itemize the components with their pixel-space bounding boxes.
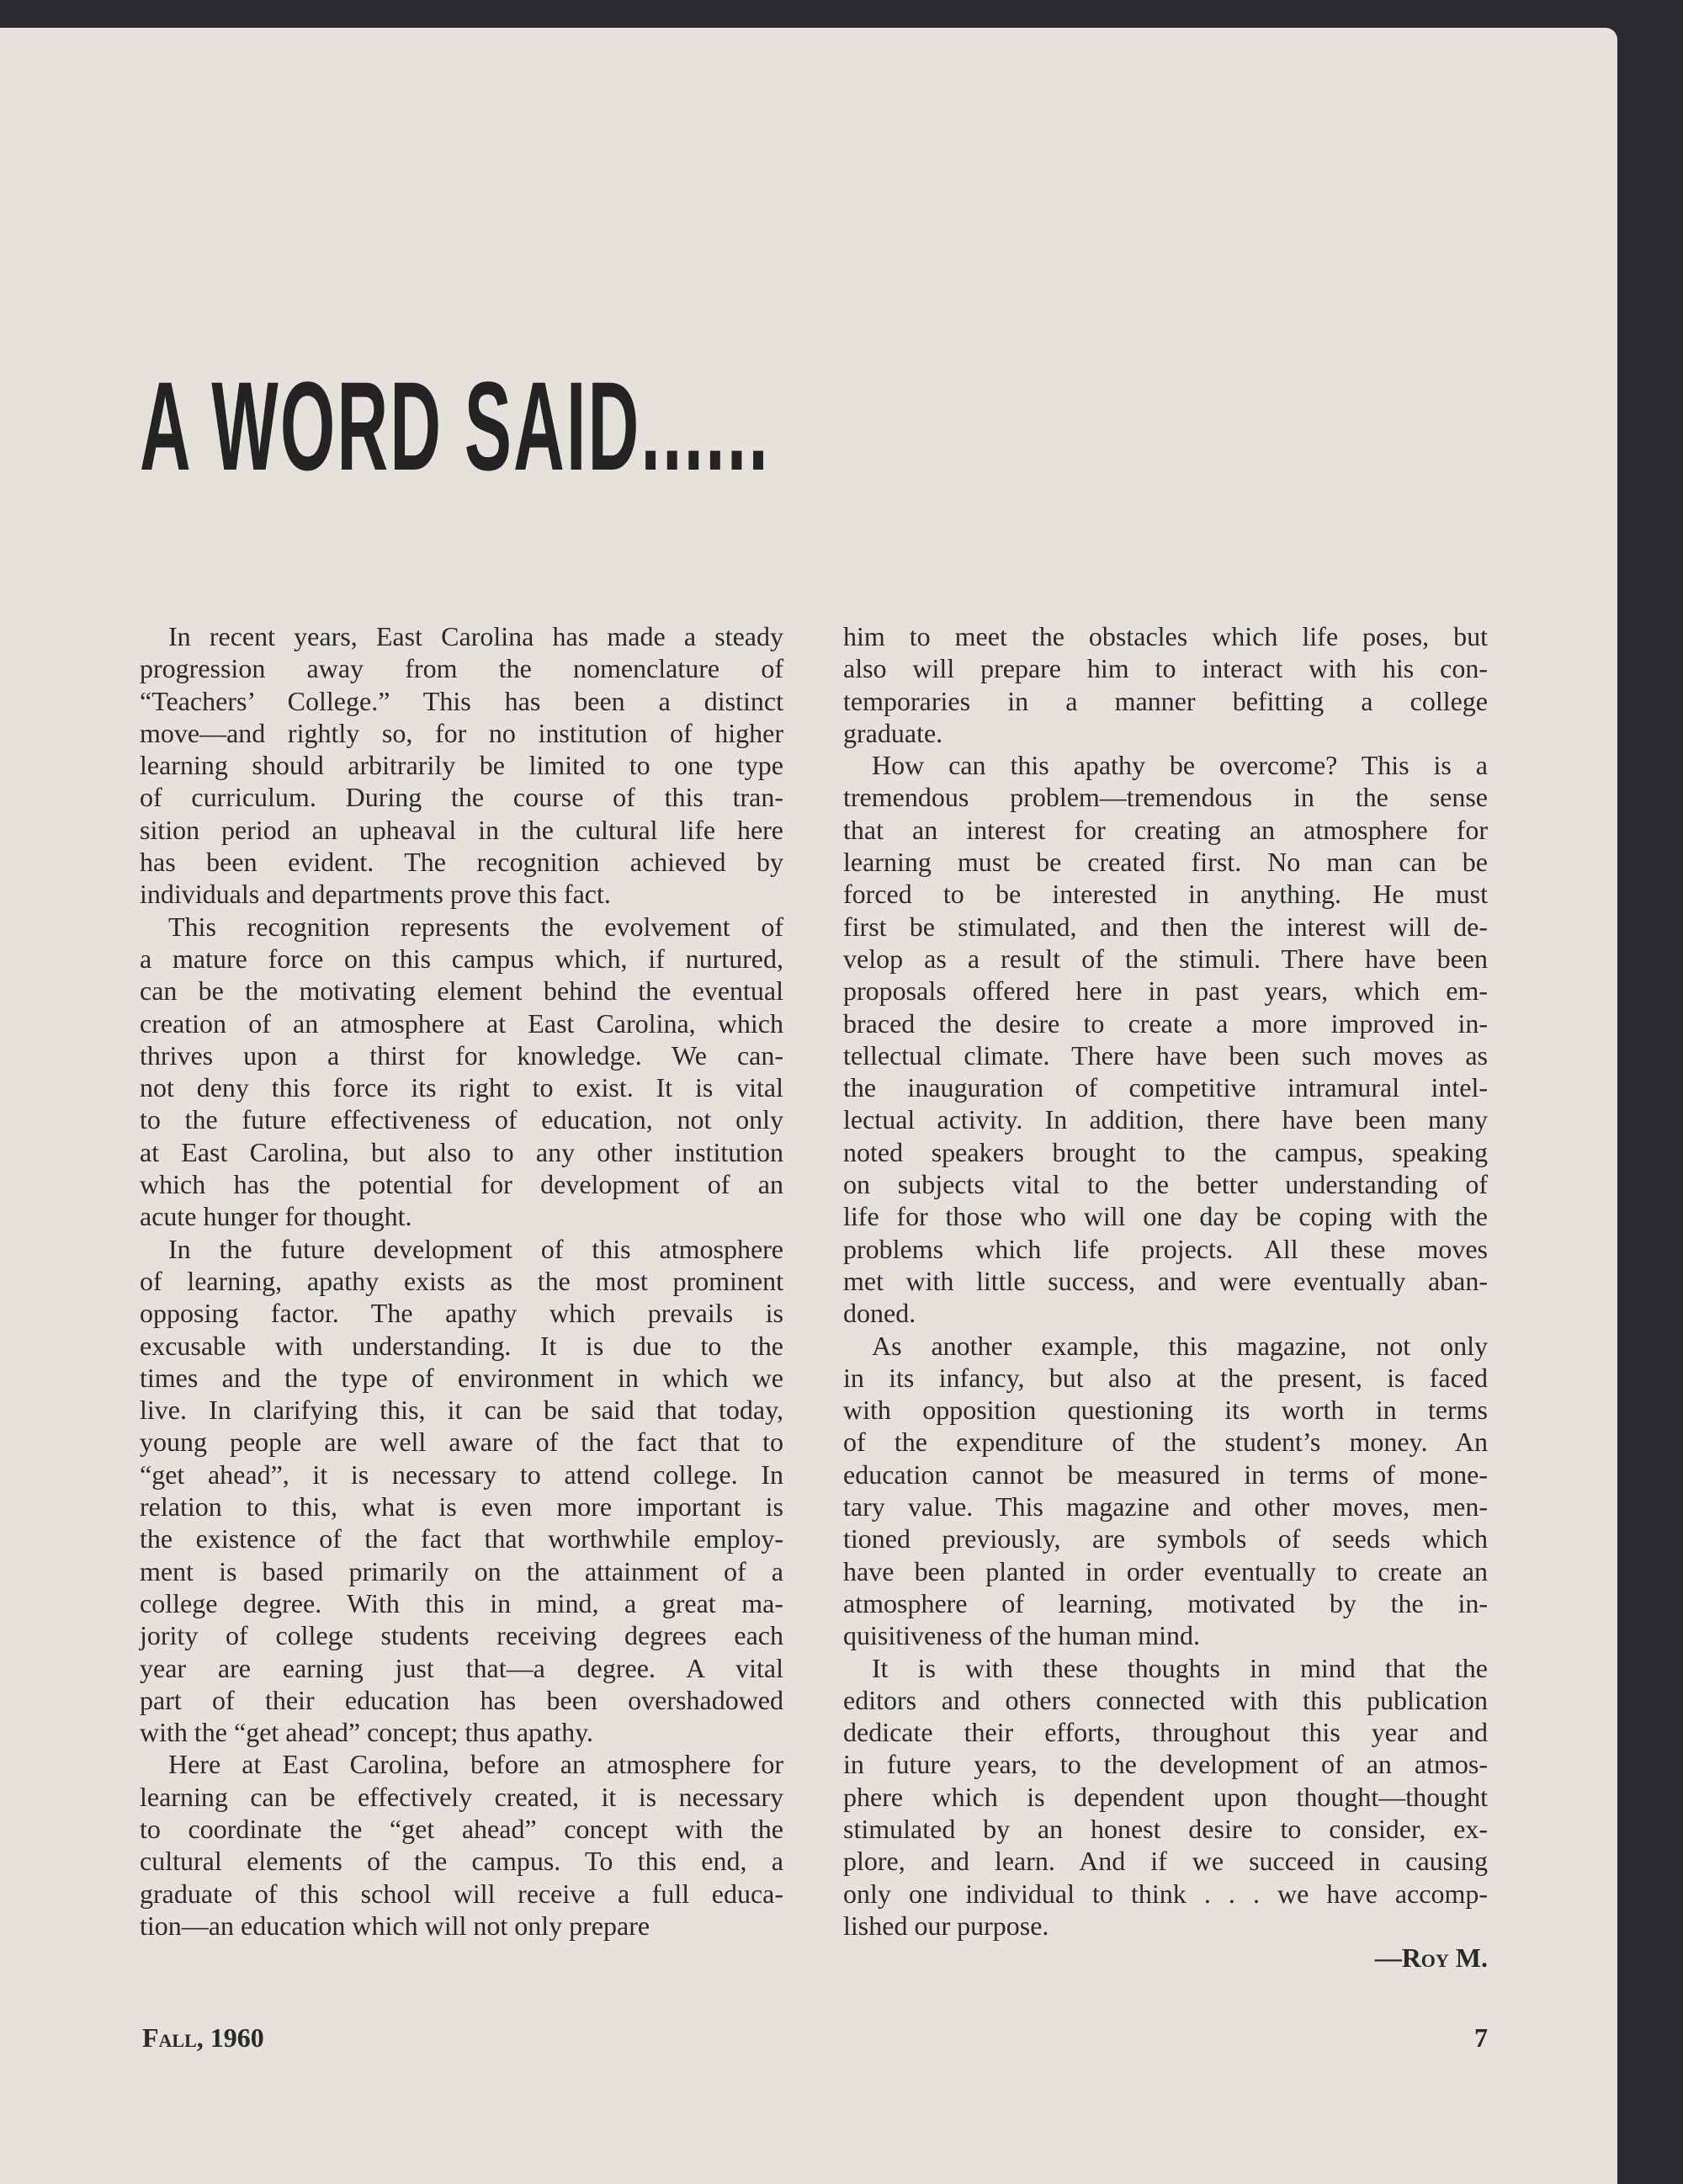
text-line: jority of college students receiving degrees each — [140, 1620, 783, 1651]
text-line: doned. — [843, 1298, 916, 1329]
text-line: with opposition questioning its worth in terms — [843, 1395, 1488, 1426]
page-number: 7 — [1474, 2022, 1488, 2053]
text-line: ment is based primarily on the attainment of a — [140, 1555, 783, 1586]
text-line: stimulated by an honest desire to consider, ex- — [843, 1813, 1488, 1844]
text-line: editors and others connected with this publication — [843, 1684, 1488, 1715]
text-line: to the future effectiveness of education, not only — [140, 1104, 783, 1135]
text-line: lectual activity. In addition, there have been many — [843, 1104, 1488, 1135]
paragraph — [140, 1748, 783, 1942]
text-line: lished our purpose. — [843, 1910, 1049, 1941]
text-line: not deny this force its right to exist. It is vital — [140, 1072, 783, 1103]
author-signature: —Roy M. — [1374, 1942, 1488, 1974]
text-line: creation of an atmosphere at East Carolina, which — [140, 1007, 783, 1039]
text-line: dedicate their efforts, throughout this year and — [843, 1717, 1488, 1748]
text-line: As another example, this magazine, not only — [872, 1330, 1488, 1361]
paragraph — [843, 749, 1488, 1329]
text-line: relation to this, what is even more important is — [140, 1491, 783, 1522]
text-line: plore, and learn. And if we succeed in causing — [843, 1846, 1488, 1877]
text-line: college degree. With this in mind, a great ma- — [140, 1587, 783, 1618]
text-line: of the expenditure of the student’s money. An — [843, 1427, 1488, 1458]
text-line: with the “get ahead” concept; thus apathy. — [140, 1717, 594, 1748]
text-line: tary value. This magazine and other moves, men- — [843, 1491, 1488, 1522]
text-line: first be stimulated, and then the interest will de- — [843, 911, 1488, 942]
text-line: braced the desire to create a more improved in- — [843, 1007, 1488, 1039]
paragraph — [843, 1330, 1488, 1652]
text-line: times and the type of environment in which we — [140, 1362, 783, 1393]
text-line: learning should arbitrarily be limited to one type — [140, 750, 783, 781]
text-line: proposals offered here in past years, which em- — [843, 975, 1488, 1007]
text-line: tion—an education which will not only prepare — [140, 1910, 650, 1941]
text-line: quisitiveness of the human mind. — [843, 1620, 1200, 1651]
text-line: progression away from the nomenclature of — [140, 653, 783, 684]
text-line: to coordinate the “get ahead” concept with the — [140, 1813, 783, 1844]
text-line: “get ahead”, it is necessary to attend college. In — [140, 1459, 783, 1490]
text-line: can be the motivating element behind the eventual — [140, 975, 783, 1007]
text-line: Here at East Carolina, before an atmosphere for — [168, 1749, 783, 1780]
text-line: that an interest for creating an atmosphere for — [843, 814, 1488, 845]
text-line: learning must be created first. No man can be — [843, 847, 1488, 878]
left-column — [140, 620, 783, 1942]
text-line: individuals and departments prove this fact. — [140, 879, 611, 910]
issue-date: Fall, 1960 — [142, 2022, 264, 2053]
text-line: tellectual climate. There have been such moves as — [843, 1039, 1488, 1071]
text-line: move—and rightly so, for no institution of higher — [140, 717, 783, 748]
text-line: young people are well aware of the fact that to — [140, 1427, 783, 1458]
text-line: temporaries in a manner befitting a college — [843, 685, 1488, 716]
paragraph — [140, 1233, 783, 1749]
text-line: acute hunger for thought. — [140, 1201, 412, 1232]
text-line: graduate of this school will receive a full educa- — [140, 1878, 783, 1909]
text-line: cultural elements of the campus. To this end, a — [140, 1846, 783, 1877]
text-line: It is with these thoughts in mind that the — [872, 1652, 1488, 1683]
text-line: forced to be interested in anything. He must — [843, 879, 1488, 910]
text-line: How can this apathy be overcome? This is a — [872, 750, 1488, 781]
text-line: also will prepare him to interact with his con- — [843, 653, 1488, 684]
right-column — [843, 620, 1488, 1974]
text-line: velop as a result of the stimuli. There have been — [843, 943, 1488, 974]
text-line: education cannot be measured in terms of mone- — [843, 1459, 1488, 1490]
text-line: in future years, to the development of an atmos- — [843, 1749, 1488, 1780]
paragraph — [843, 1652, 1488, 1942]
text-line: live. In clarifying this, it can be said that today, — [140, 1395, 783, 1426]
text-line: year are earning just that—a degree. A vital — [140, 1652, 783, 1683]
text-line: the existence of the fact that worthwhile employ- — [140, 1523, 783, 1554]
text-line: In recent years, East Carolina has made a steady — [168, 621, 783, 651]
text-line: him to meet the obstacles which life poses, but — [843, 621, 1488, 651]
text-line: problems which life projects. All these moves — [843, 1233, 1488, 1264]
text-line: at East Carolina, but also to any other institution — [140, 1136, 783, 1167]
text-line: of learning, apathy exists as the most prominent — [140, 1265, 783, 1296]
text-line: excusable with understanding. It is due to the — [140, 1330, 783, 1361]
text-line: learning can be effectively created, it is necessary — [140, 1781, 783, 1812]
text-line: part of their education has been overshadowed — [140, 1684, 783, 1715]
paragraph — [843, 620, 1488, 749]
magazine-page — [0, 28, 1617, 2184]
text-line: phere which is dependent upon thought—thought — [843, 1781, 1488, 1812]
text-line: which has the potential for development of an — [140, 1169, 783, 1200]
text-line: on subjects vital to the better understanding of — [843, 1169, 1488, 1200]
text-line: of curriculum. During the course of this tran- — [140, 782, 783, 813]
article-title: A WORD SAID...... — [140, 355, 770, 497]
text-line: atmosphere of learning, motivated by the in- — [843, 1587, 1488, 1618]
text-line: In the future development of this atmosphere — [168, 1233, 783, 1264]
paragraph — [140, 911, 783, 1233]
paragraph — [140, 620, 783, 911]
text-line: thrives upon a thirst for knowledge. We can- — [140, 1039, 783, 1071]
text-line: This recognition represents the evolvement of — [168, 911, 783, 942]
text-line: sition period an upheaval in the cultural life here — [140, 814, 783, 845]
text-line: only one individual to think . . . we have accomp- — [843, 1878, 1488, 1909]
text-line: have been planted in order eventually to create an — [843, 1555, 1488, 1586]
text-line: has been evident. The recognition achieved by — [140, 847, 783, 878]
text-line: life for those who will one day be coping with the — [843, 1201, 1488, 1232]
text-line: tioned previously, are symbols of seeds which — [843, 1523, 1488, 1554]
text-line: a mature force on this campus which, if nurtured, — [140, 943, 783, 974]
text-line: noted speakers brought to the campus, speaking — [843, 1136, 1488, 1167]
text-line: graduate. — [843, 717, 943, 748]
text-line: tremendous problem—tremendous in the sense — [843, 782, 1488, 813]
text-line: in its infancy, but also at the present, is faced — [843, 1362, 1488, 1393]
text-line: met with little success, and were eventually aban- — [843, 1265, 1488, 1296]
text-line: opposing factor. The apathy which prevails is — [140, 1298, 783, 1329]
text-line: the inauguration of competitive intramural intel- — [843, 1072, 1488, 1103]
text-line: “Teachers’ College.” This has been a distinct — [140, 685, 783, 716]
